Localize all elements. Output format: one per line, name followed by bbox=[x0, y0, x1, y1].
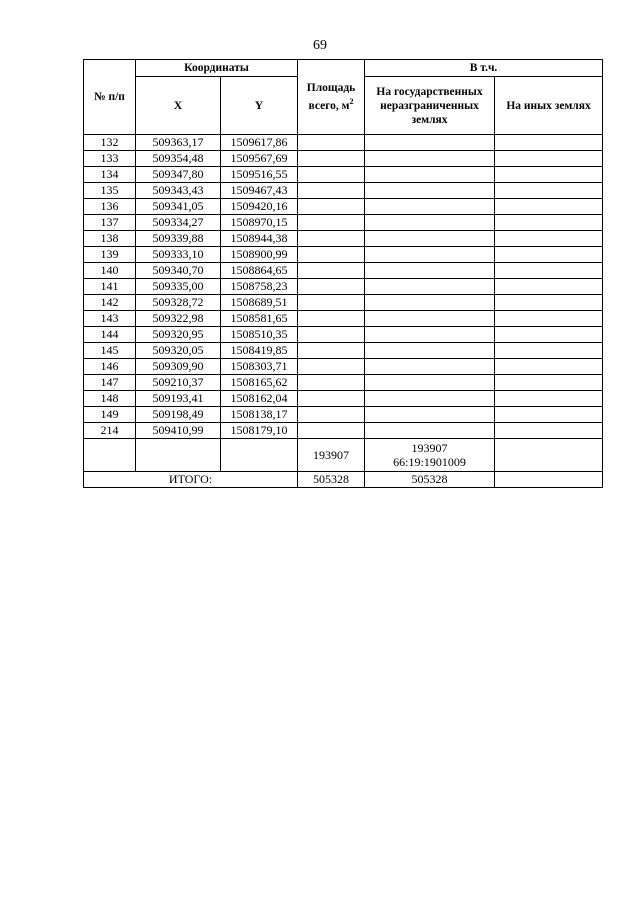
other-lands-cell bbox=[495, 311, 603, 327]
table-row bbox=[84, 231, 603, 247]
area-cell bbox=[298, 343, 365, 359]
col-header-x: X bbox=[136, 77, 221, 135]
other-lands-cell bbox=[495, 231, 603, 247]
x-coordinate-cell: 509210,37 bbox=[136, 375, 221, 391]
other-lands-cell bbox=[495, 183, 603, 199]
total-other-cell bbox=[495, 472, 603, 488]
subtotal-area: 193907 bbox=[298, 439, 365, 472]
area-cell bbox=[298, 295, 365, 311]
state-lands-cell bbox=[365, 167, 495, 183]
x-coordinate-cell: 509343,43 bbox=[136, 183, 221, 199]
other-lands-cell bbox=[495, 375, 603, 391]
state-lands-cell bbox=[365, 407, 495, 423]
state-lands-cell bbox=[365, 359, 495, 375]
y-coordinate-cell: 1508162,04 bbox=[221, 391, 298, 407]
point-number-cell: 134 bbox=[84, 167, 136, 183]
area-cell bbox=[298, 359, 365, 375]
state-lands-cell bbox=[365, 423, 495, 439]
table-row bbox=[84, 391, 603, 407]
area-cell bbox=[298, 311, 365, 327]
table-row bbox=[84, 423, 603, 439]
y-coordinate-cell: 1508944,38 bbox=[221, 231, 298, 247]
x-coordinate-cell: 509322,98 bbox=[136, 311, 221, 327]
point-number-cell: 148 bbox=[84, 391, 136, 407]
table-row bbox=[84, 183, 603, 199]
x-coordinate-cell: 509354,48 bbox=[136, 151, 221, 167]
y-coordinate-cell: 1509420,16 bbox=[221, 199, 298, 215]
header-row-1 bbox=[84, 60, 603, 77]
col-header-area bbox=[298, 60, 365, 135]
col-header-other-lands: На иных землях bbox=[495, 77, 603, 135]
x-coordinate-cell: 509309,90 bbox=[136, 359, 221, 375]
subtotal-cadastral-number: 66:19:1901009 bbox=[393, 455, 466, 469]
subtotal-other-cell bbox=[495, 439, 603, 472]
state-lands-cell bbox=[365, 247, 495, 263]
total-state-area: 505328 bbox=[365, 472, 495, 488]
table-row bbox=[84, 311, 603, 327]
point-number-cell: 133 bbox=[84, 151, 136, 167]
area-cell bbox=[298, 263, 365, 279]
x-coordinate-cell: 509410,99 bbox=[136, 423, 221, 439]
state-lands-cell bbox=[365, 343, 495, 359]
table-row bbox=[84, 247, 603, 263]
y-coordinate-cell: 1509516,55 bbox=[221, 167, 298, 183]
x-coordinate-cell: 509333,10 bbox=[136, 247, 221, 263]
area-cell bbox=[298, 327, 365, 343]
area-cell bbox=[298, 151, 365, 167]
y-coordinate-cell: 1508419,85 bbox=[221, 343, 298, 359]
other-lands-cell bbox=[495, 215, 603, 231]
state-lands-cell bbox=[365, 327, 495, 343]
table-row bbox=[84, 151, 603, 167]
other-lands-cell bbox=[495, 391, 603, 407]
state-lands-cell bbox=[365, 135, 495, 151]
point-number-cell: 145 bbox=[84, 343, 136, 359]
point-number-cell: 147 bbox=[84, 375, 136, 391]
table-body bbox=[84, 135, 603, 439]
area-cell bbox=[298, 391, 365, 407]
point-number-cell: 138 bbox=[84, 231, 136, 247]
col-header-y: Y bbox=[221, 77, 298, 135]
point-number-cell: 144 bbox=[84, 327, 136, 343]
area-cell bbox=[298, 135, 365, 151]
x-coordinate-cell: 509347,80 bbox=[136, 167, 221, 183]
subtotal-num-cell bbox=[84, 439, 136, 472]
area-cell bbox=[298, 215, 365, 231]
other-lands-cell bbox=[495, 407, 603, 423]
point-number-cell: 137 bbox=[84, 215, 136, 231]
table-row bbox=[84, 343, 603, 359]
state-lands-cell bbox=[365, 311, 495, 327]
y-coordinate-cell: 1508179,10 bbox=[221, 423, 298, 439]
table-row bbox=[84, 279, 603, 295]
other-lands-cell bbox=[495, 279, 603, 295]
other-lands-cell bbox=[495, 263, 603, 279]
total-row bbox=[84, 472, 603, 488]
col-header-state-lands: На государственных неразграниченных землях bbox=[365, 77, 495, 135]
state-lands-cell bbox=[365, 183, 495, 199]
other-lands-cell bbox=[495, 295, 603, 311]
x-coordinate-cell: 509334,27 bbox=[136, 215, 221, 231]
x-coordinate-cell: 509335,00 bbox=[136, 279, 221, 295]
x-coordinate-cell: 509198,49 bbox=[136, 407, 221, 423]
other-lands-cell bbox=[495, 135, 603, 151]
coordinates-table bbox=[83, 59, 603, 488]
col-header-including: В т.ч. bbox=[365, 60, 603, 77]
state-lands-cell bbox=[365, 263, 495, 279]
point-number-cell: 140 bbox=[84, 263, 136, 279]
table-row bbox=[84, 295, 603, 311]
state-lands-cell bbox=[365, 391, 495, 407]
point-number-cell: 141 bbox=[84, 279, 136, 295]
area-cell bbox=[298, 279, 365, 295]
area-cell bbox=[298, 423, 365, 439]
point-number-cell: 136 bbox=[84, 199, 136, 215]
state-lands-cell bbox=[365, 151, 495, 167]
subtotal-x-cell bbox=[136, 439, 221, 472]
point-number-cell: 132 bbox=[84, 135, 136, 151]
area-cell bbox=[298, 375, 365, 391]
y-coordinate-cell: 1508900,99 bbox=[221, 247, 298, 263]
state-lands-cell bbox=[365, 375, 495, 391]
y-coordinate-cell: 1508165,62 bbox=[221, 375, 298, 391]
area-cell bbox=[298, 199, 365, 215]
col-header-number: № п/п bbox=[84, 60, 136, 135]
state-lands-cell bbox=[365, 279, 495, 295]
x-coordinate-cell: 509363,17 bbox=[136, 135, 221, 151]
x-coordinate-cell: 509341,05 bbox=[136, 199, 221, 215]
table-row bbox=[84, 199, 603, 215]
x-coordinate-cell: 509193,41 bbox=[136, 391, 221, 407]
other-lands-cell bbox=[495, 247, 603, 263]
other-lands-cell bbox=[495, 199, 603, 215]
y-coordinate-cell: 1508689,51 bbox=[221, 295, 298, 311]
table-row bbox=[84, 407, 603, 423]
area-cell bbox=[298, 183, 365, 199]
point-number-cell: 143 bbox=[84, 311, 136, 327]
y-coordinate-cell: 1508758,23 bbox=[221, 279, 298, 295]
other-lands-cell bbox=[495, 327, 603, 343]
y-coordinate-cell: 1509617,86 bbox=[221, 135, 298, 151]
point-number-cell: 146 bbox=[84, 359, 136, 375]
state-lands-cell bbox=[365, 199, 495, 215]
subtotal-state-area: 193907 bbox=[411, 441, 448, 455]
point-number-cell: 214 bbox=[84, 423, 136, 439]
state-lands-cell bbox=[365, 215, 495, 231]
point-number-cell: 149 bbox=[84, 407, 136, 423]
other-lands-cell bbox=[495, 423, 603, 439]
x-coordinate-cell: 509339,88 bbox=[136, 231, 221, 247]
point-number-cell: 135 bbox=[84, 183, 136, 199]
total-area: 505328 bbox=[298, 472, 365, 488]
x-coordinate-cell: 509328,72 bbox=[136, 295, 221, 311]
other-lands-cell bbox=[495, 343, 603, 359]
state-lands-cell bbox=[365, 295, 495, 311]
y-coordinate-cell: 1508970,15 bbox=[221, 215, 298, 231]
x-coordinate-cell: 509320,05 bbox=[136, 343, 221, 359]
table-row bbox=[84, 135, 603, 151]
y-coordinate-cell: 1508864,65 bbox=[221, 263, 298, 279]
table-row bbox=[84, 215, 603, 231]
y-coordinate-cell: 1508303,71 bbox=[221, 359, 298, 375]
y-coordinate-cell: 1508510,35 bbox=[221, 327, 298, 343]
page-number: 69 bbox=[313, 38, 327, 53]
other-lands-cell bbox=[495, 167, 603, 183]
area-cell bbox=[298, 247, 365, 263]
area-cell bbox=[298, 231, 365, 247]
area-cell bbox=[298, 167, 365, 183]
table-row bbox=[84, 167, 603, 183]
subtotal-y-cell bbox=[221, 439, 298, 472]
point-number-cell: 142 bbox=[84, 295, 136, 311]
area-header-superscript: 2 bbox=[349, 97, 354, 107]
y-coordinate-cell: 1508138,17 bbox=[221, 407, 298, 423]
other-lands-cell bbox=[495, 151, 603, 167]
total-label: ИТОГО: bbox=[84, 472, 298, 488]
col-header-coordinates: Координаты bbox=[136, 60, 298, 77]
subtotal-state-cell bbox=[365, 439, 495, 472]
table-row bbox=[84, 327, 603, 343]
point-number-cell: 139 bbox=[84, 247, 136, 263]
subtotal-row bbox=[84, 439, 603, 472]
state-lands-cell bbox=[365, 231, 495, 247]
table-row bbox=[84, 359, 603, 375]
area-header-text: Площадь всего, м bbox=[306, 82, 356, 112]
x-coordinate-cell: 509320,95 bbox=[136, 327, 221, 343]
table-row bbox=[84, 375, 603, 391]
y-coordinate-cell: 1509567,69 bbox=[221, 151, 298, 167]
x-coordinate-cell: 509340,70 bbox=[136, 263, 221, 279]
y-coordinate-cell: 1509467,43 bbox=[221, 183, 298, 199]
y-coordinate-cell: 1508581,65 bbox=[221, 311, 298, 327]
table-row bbox=[84, 263, 603, 279]
area-cell bbox=[298, 407, 365, 423]
other-lands-cell bbox=[495, 359, 603, 375]
